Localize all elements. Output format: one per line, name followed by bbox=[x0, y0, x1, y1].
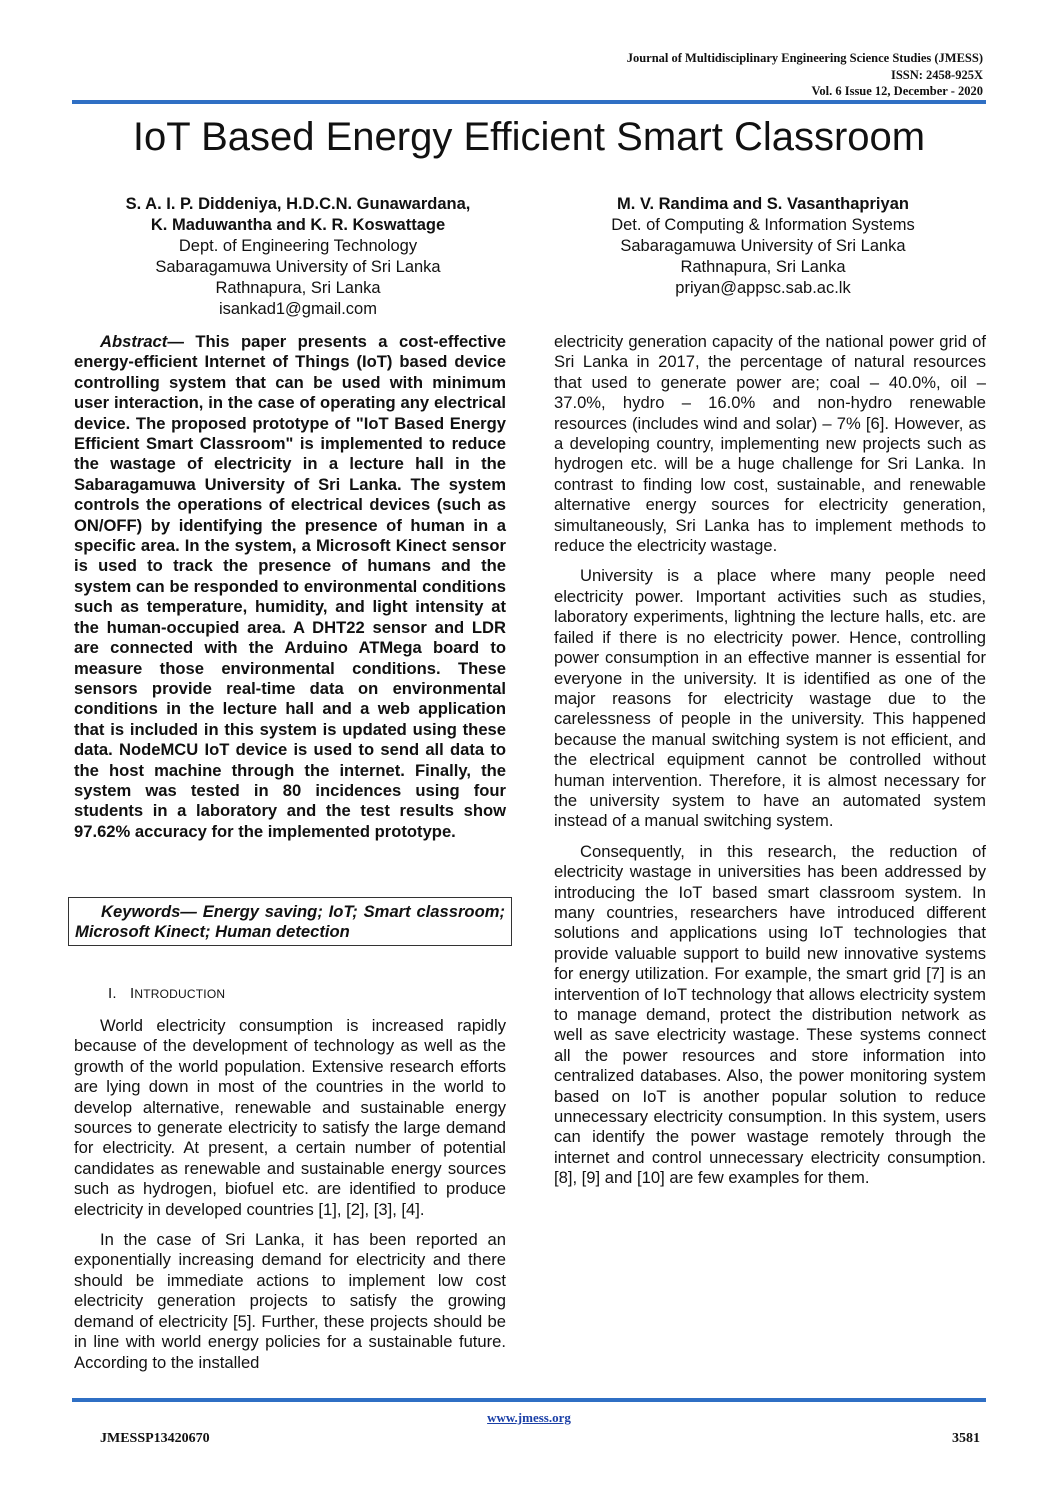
author-email[interactable]: priyan@appsc.sab.ac.lk bbox=[675, 279, 851, 297]
intro-paragraph-continued: electricity generation capacity of the national power grid of Sri Lanka in 2017, the percentage of natural resources that used to generate power are; coal – 40.0%, oil – 37.0%, hydro – 16.0% and non-hydro renewable resources (includes wind and solar) – 7% [6]. However, as a developing country, implementing new projects such as hydrogen etc. will be a huge challenge for Sri Lanka. In contrast to finding low cost, sustainable, and renewable alternative energy sources for electricity generation, simultaneously, Sri Lanka has to implement methods to reduce the electricity wastage. bbox=[554, 332, 986, 556]
intro-paragraph: In the case of Sri Lanka, it has been reported an exponentially increasing demand for electricity and there should be immediate actions to implement low cost electricity generation projects to satisfy the growing demand of electricity [5]. Further, these projects should be in line with world energy policies for a sustainable future. According to the installed bbox=[74, 1230, 506, 1372]
author-names-line2: K. Maduwantha and K. R. Koswattage bbox=[150, 216, 446, 234]
author-dept: Det. of Computing & Information Systems bbox=[611, 216, 915, 234]
author-university: Sabaragamuwa University of Sri Lanka bbox=[155, 258, 441, 276]
footer-rule bbox=[72, 1398, 986, 1402]
footer-page-number: 3581 bbox=[952, 1431, 980, 1446]
paper-title: IoT Based Energy Efficient Smart Classroom bbox=[132, 115, 926, 159]
header-rule bbox=[72, 100, 986, 104]
author-dept: Dept. of Engineering Technology bbox=[178, 237, 418, 255]
journal-volume: Vol. 6 Issue 12, December - 2020 bbox=[811, 84, 983, 98]
footer-paper-id: JMESSP13420670 bbox=[100, 1431, 210, 1446]
journal-issn: ISSN: 2458-925X bbox=[890, 67, 983, 82]
section-number: I. bbox=[108, 985, 117, 1002]
author-names: M. V. Randima and S. Vasanthapriyan bbox=[617, 195, 909, 213]
author-block-right bbox=[540, 194, 986, 299]
section-title-initial: I bbox=[130, 985, 135, 1002]
journal-name: Journal of Multidisciplinary Engineering Science Studies (JMESS) bbox=[626, 51, 983, 65]
section-title-rest: NTRODUCTION bbox=[134, 987, 226, 1001]
section-heading-introduction bbox=[108, 985, 225, 1002]
abstract-lead: Abstract bbox=[100, 332, 168, 351]
abstract-column bbox=[74, 332, 506, 842]
author-email[interactable]: isankad1@gmail.com bbox=[219, 300, 377, 318]
author-city: Rathnapura, Sri Lanka bbox=[215, 279, 381, 297]
intro-left-column bbox=[74, 1016, 506, 1383]
author-block-left bbox=[72, 194, 524, 320]
footer-url-link[interactable]: www.jmess.org bbox=[487, 1410, 571, 1425]
author-university: Sabaragamuwa University of Sri Lanka bbox=[620, 237, 906, 255]
intro-paragraph: World electricity consumption is increased rapidly because of the development of technology as well as the growth of the world population. Extensive research efforts are lying down in most of the countries in the world to develop alternative, renewable and sustainable energy sources to generate electricity to satisfy the large demand for electricity. At present, a certain number of potential candidates as renewable and sustainable energy sources such as hydrogen, biofuel etc. are identified to produce electricity in developed countries [1], [2], [3], [4]. bbox=[74, 1016, 506, 1219]
abstract-text: — This paper presents a cost-effective energy-efficient Internet of Things (IoT) based device controlling system that can be used with minimum user interaction, in the case of operating any electrical device. The proposed prototype of "IoT Based Energy Efficient Smart Classroom" is implemented to reduce the wastage of electricity in a lecture hall in the Sabaragamuwa University of Sri Lanka. The system controls the operations of electrical devices (such as ON/OFF) by identifying the presence of human in a specific area. In the system, a Microsoft Kinect sensor is used to track the presence of humans and the system can be responded to environmental conditions such as temperature, humidity, and light intensity at the human-occupied area. A DHT22 sensor and LDR are connected with the Arduino ATMega board to measure those environmental conditions. These sensors provide real-time data on environmental conditions in the lecture hall and a web application that is included in this system is updated using these data. NodeMCU IoT device is used to send all data to the host machine through the internet. Finally, the system was tested in 80 incidences using four students in a laboratory and the test results show 97.62% accuracy for the implemented prototype. bbox=[74, 332, 506, 841]
intro-paragraph: University is a place where many people need electricity power. Important activities such as studies, laboratory experiments, lightning the lecture halls, etc. are failed if there is no electricity power. Hence, controlling power consumption in an effective manner is essential for everyone in the university. It is identified as one of the major reasons for electricity wastage due to the carelessness of people in the university. This happened because the manual switching system is not efficient, and the electrical equipment cannot be controlled without human intervention. Therefore, it is almost necessary for the university system to have an automated system instead of a manual switching system. bbox=[554, 566, 986, 831]
intro-paragraph: Consequently, in this research, the reduction of electricity wastage in universities has been addressed by introducing the IoT based smart classroom system. In many countries, researchers have introduced different solutions and applications using IoT technologies that provide valuable support to build new innovative systems for energy utilization. For example, the smart grid [7] is an intervention of IoT technology that allows electricity system to manage demand, protect the distribution network as well as save electricity wastage. These systems connect all the power resources and store information into centralized databases. Also, the power monitoring system based on IoT is another popular solution to reduce unnecessary electricity consumption. In this system, users can identify the power wastage remotely through the internet and control unnecessary electricity consumption. [8], [9] and [10] are few examples for them. bbox=[554, 841, 986, 1188]
intro-right-column bbox=[554, 332, 986, 1199]
author-city: Rathnapura, Sri Lanka bbox=[680, 258, 846, 276]
keywords-box: Keywords— Energy saving; IoT; Smart classroom; Microsoft Kinect; Human detection bbox=[68, 897, 512, 946]
journal-header bbox=[627, 50, 983, 100]
abstract bbox=[74, 332, 506, 842]
author-names-line1: S. A. I. P. Diddeniya, H.D.C.N. Gunawardana, bbox=[125, 195, 471, 213]
